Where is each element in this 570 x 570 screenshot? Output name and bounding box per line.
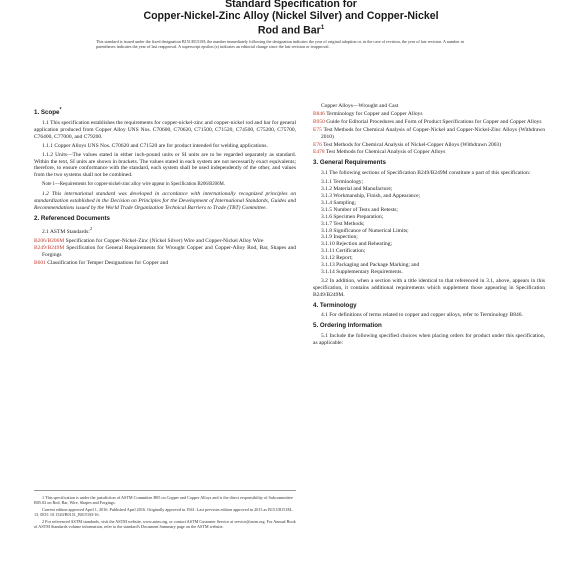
ref-b206[interactable] (34, 238, 296, 245)
footnote-2-mark: 2 (89, 225, 93, 231)
list-item: 3.1.3 Workmanship, Finish, and Appearance; (321, 192, 421, 199)
note-1: Note 1—Requirements for copper-nickel-zinc alloy wire appear in Specification B206/B206M. (42, 182, 225, 188)
footnote-1-edition: Current edition approved April 1, 2016. Published April 2016. Originally approved in 1941. Last previous edition approved in 2013 as B151/B151M–13. DOI: 10.1520/B0151_B0151M-16. (34, 507, 294, 518)
ref-title: Specification for General Requirements for Wrought Copper and Copper-Alloy Rod, Bar, Shapes and Forgings (42, 245, 296, 259)
ref-code[interactable]: B601 (34, 260, 46, 267)
title-line-3 (86, 22, 496, 37)
list-item: 3.1.8 Significance of Numerical Limits; (321, 227, 409, 234)
ref-title: Test Methods for Chemical Analysis of Copper Alloys (325, 149, 446, 156)
title-line-2: Copper-Nickel-Zinc Alloy (Nickel Silver) and Copper-Nickel (143, 10, 439, 23)
ref-code[interactable]: E75 (313, 126, 322, 133)
issuance-preamble: This standard is issued under the fixed designation B151/B151M; the number immediately following the designation indicates the year of original adoption or, in the case of revision, the year of last revision. A number in parentheses indicates the year of last reapproval. A superscript epsilon (ε) indicates an editorial change since the last revision or reapproval. (96, 39, 464, 50)
ref-code[interactable]: B846 (313, 110, 325, 117)
section-referenced-heading: 2. Referenced Documents (34, 214, 110, 222)
list-item: 3.1.10 Rejection and Rehearing; (321, 241, 393, 248)
para-5-1: 5.1 Include the following specified choices when placing orders for product under this specification, as applicable: (313, 333, 545, 347)
ref-b950[interactable] (313, 119, 545, 126)
para-3-1: 3.1 The following sections of Specification B249/B249M constitute a part of this specification: (321, 170, 531, 177)
para-2-1 (34, 226, 296, 236)
document-title (86, 0, 496, 37)
ref-title: Specification for Copper-Nickel-Zinc (Nickel Silver) Wire and Copper-Nickel Alloy Wire (65, 237, 264, 244)
title-line-1: Standard Specification for (225, 0, 357, 10)
para-1-1: 1.1 This specification establishes the requirements for copper-nickel-zinc and copper-nickel rod and bar for general application produced from Copper Alloy UNS Nos. C70600, C70620, C71500, C71520, C74500, C75200, C75700, C76400, C77000, and C79200. (34, 119, 296, 140)
section-general-heading: 3. General Requirements (313, 159, 386, 167)
para-2-1-text: 2.1 ASTM Standards: (42, 228, 90, 235)
title-footnote-mark: 1 (320, 25, 325, 32)
ref-title: Test Methods for Chemical Analysis of Nickel-Copper Alloys (Withdrawn 2003) (323, 141, 502, 148)
ref-code[interactable]: B249/B249M (34, 245, 65, 252)
list-item: 3.1.9 Inspection; (321, 234, 358, 241)
footnote-1: 1 This specification is under the jurisdiction of ASTM Committee B05 on Copper and Copper Alloys and is the direct responsibility of Subcommittee B05.02 on Rod, Bar, Wire, Shapes and Forgings. (34, 495, 293, 506)
ref-b601[interactable] (34, 260, 296, 267)
list-item: 3.1.14 Supplementary Requirements. (321, 268, 403, 275)
footnote-2: 2 For referenced ASTM standards, visit the ASTM website, www.astm.org, or contact ASTM Customer Service at service@astm.org. For Annual Book of ASTM Standards volume information, refer to the standard's Document Summary page on the ASTM website. (34, 519, 296, 530)
list-item: 3.1.7 Test Methods; (321, 220, 365, 227)
ref-title: Classification for Temper Designations for Copper and (47, 260, 169, 267)
ref-b249[interactable] (34, 245, 296, 259)
scope-heading-text: 1. Scope (34, 109, 60, 117)
list-item: 3.1.6 Specimen Preparation; (321, 213, 384, 220)
section-terminology-heading: 4. Terminology (313, 301, 357, 309)
ref-e478[interactable] (313, 149, 545, 156)
para-1-1-2: 1.1.2 Units—The values stated in either inch-pound units or SI units are to be regarded separately as standard. Within the text, SI units are shown in brackets. The values stated in each system are not necessarily exact equivalents; therefore, to ensure conformance with the standard, each system shall be used independently of the other, and values from the two systems shall not be combined. (34, 151, 296, 179)
ref-b601-cont: Copper Alloys—Wrought and Cast (321, 103, 399, 109)
footnotes (34, 490, 296, 532)
ref-title: Test Methods for Chemical Analysis of Copper-Nickel and Copper-Nickel-Zinc Alloys (Withdrawn 2010) (321, 126, 545, 140)
ref-code[interactable]: B206/B206M (34, 237, 65, 244)
right-column (313, 103, 545, 349)
list-item: 3.1.5 Number of Tests and Retests; (321, 206, 398, 213)
section-ordering-heading: 5. Ordering Information (313, 322, 382, 330)
list-item: 3.1.13 Packaging and Package Marking; and (321, 262, 420, 269)
scope-change-mark: * (59, 107, 62, 113)
ref-title: Terminology for Copper and Copper Alloys (326, 110, 423, 117)
list-item: 3.1.4 Sampling; (321, 199, 356, 206)
list-item: 3.1.11 Certification; (321, 248, 366, 255)
title-line-3-text: Rod and Bar (257, 24, 321, 37)
para-1-1-1: 1.1.1 Copper Alloys UNS Nos. C70620 and C71520 are for product intended for welding applications. (42, 142, 268, 149)
list-item: 3.1.2 Material and Manufacture; (321, 186, 393, 193)
para-3-2: 3.2 In addition, when a section with a title identical to that referenced in 3.1, above, appears in this specification, it contains additional requirements which supplement those appearing in Specification B249/B249M. (313, 277, 545, 298)
ref-code[interactable]: E76 (313, 141, 322, 148)
ref-b846[interactable] (313, 111, 545, 118)
para-4-1: 4.1 For definitions of terms related to copper and copper alloys, refer to Terminology B846. (321, 312, 523, 319)
ref-code[interactable]: B950 (313, 118, 325, 125)
ref-e76[interactable] (313, 142, 545, 149)
ref-title: Guide for Editorial Procedures and Form of Product Specifications for Copper and Copper Alloys (326, 118, 542, 125)
list-item: 3.1.12 Report; (321, 255, 353, 262)
para-1-2: 1.2 This international standard was developed in accordance with internationally recognized principles on standardization established in the Decision on Principles for the Development of International Standards, Guides and Recommendations issued by the World Trade Organization Technical Barriers to Trade (TBT) Committee. (34, 191, 296, 212)
ref-e75[interactable] (313, 127, 545, 141)
ref-code[interactable]: E478 (313, 149, 325, 156)
list-item: 3.1.1 Terminology; (321, 179, 364, 186)
section-scope-heading (34, 107, 296, 117)
left-column (34, 103, 296, 268)
